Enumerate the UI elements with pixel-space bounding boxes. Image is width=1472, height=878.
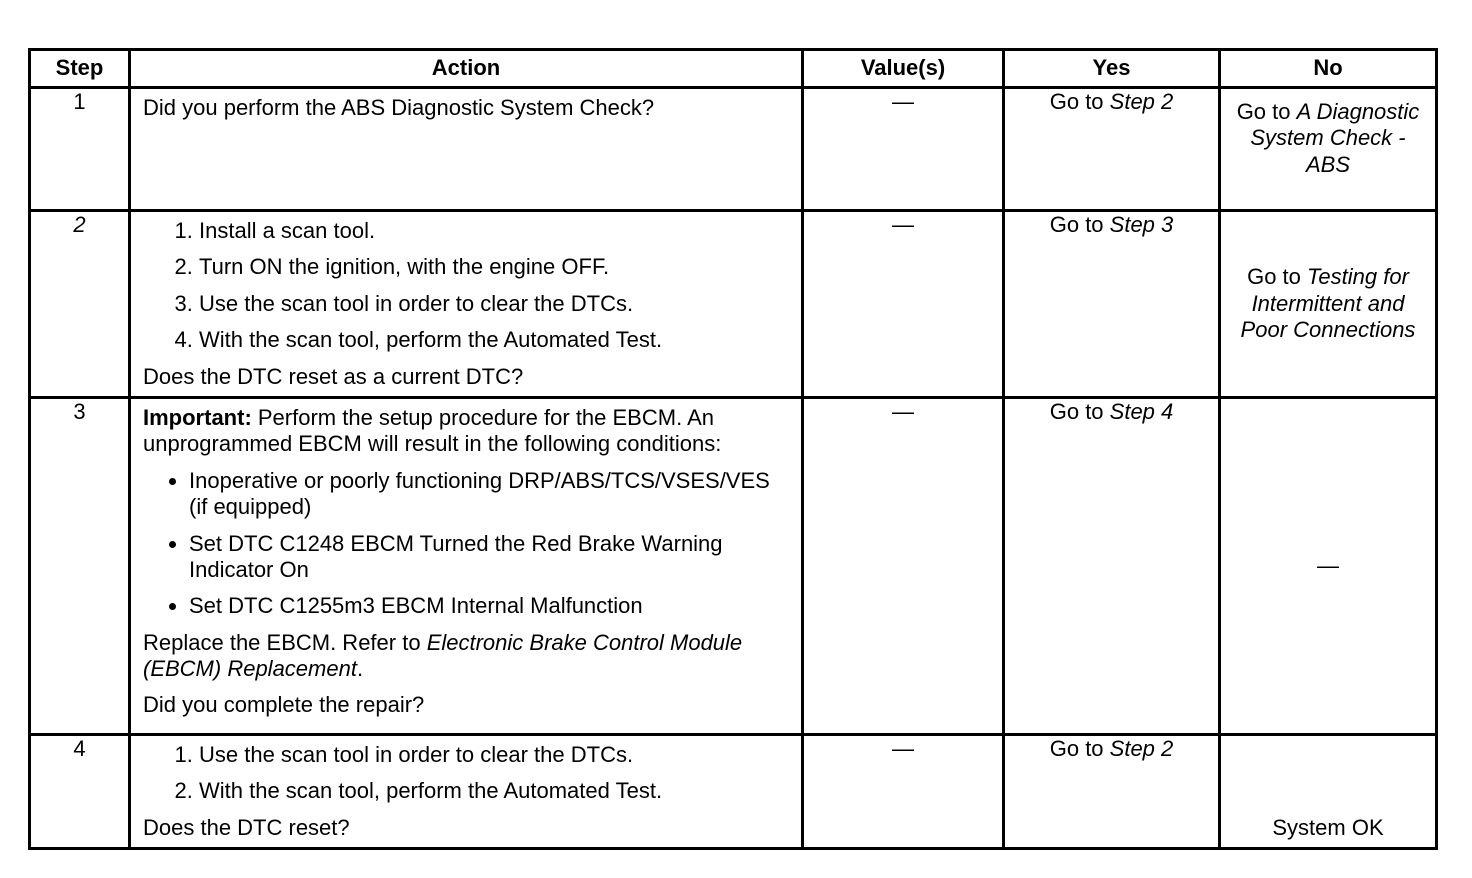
yes-link[interactable]: Step 2	[1109, 89, 1174, 114]
condition-item: • Set DTC C1255m3 EBCM Internal Malfunction	[189, 593, 791, 619]
diagnostic-table	[28, 48, 1438, 850]
yes-link[interactable]: Step 3	[1109, 212, 1174, 237]
yes-prefix: Go to	[1049, 212, 1110, 237]
yes-cell	[1004, 734, 1220, 848]
table-row	[30, 734, 1437, 848]
no-prefix: Go to	[1247, 264, 1307, 290]
no-prefix: Go to	[1236, 99, 1297, 124]
action-cell	[130, 88, 803, 211]
action-question: Does the DTC reset as a current DTC?	[143, 363, 524, 389]
action-cell	[130, 211, 803, 398]
action-cell	[130, 734, 803, 848]
value-cell: —	[803, 734, 1004, 848]
yes-prefix: Go to	[1049, 89, 1110, 114]
no-cell	[1220, 211, 1437, 398]
value-cell: —	[803, 88, 1004, 211]
value-cell: —	[803, 397, 1004, 734]
no-cell: System OK	[1220, 734, 1437, 848]
action-question: Did you perform the ABS Diagnostic System Check?	[143, 95, 655, 120]
important-label: Important:	[143, 404, 252, 430]
value-cell: —	[803, 211, 1004, 398]
procedure-step: 1. Use the scan tool in order to clear the DTCs.	[199, 742, 791, 768]
table-row	[30, 397, 1437, 734]
yes-link[interactable]: Step 4	[1109, 398, 1174, 424]
yes-link[interactable]: Step 2	[1109, 735, 1174, 761]
header-row	[30, 50, 1437, 88]
important-text: Perform the setup procedure for the EBCM. An unprogrammed EBCM will result in the following conditions:	[143, 404, 722, 457]
step-number: 2	[30, 211, 130, 398]
no-link[interactable]: A Diagnostic System Check - ABS	[1250, 99, 1420, 177]
replace-prefix: Replace the EBCM. Refer to	[143, 629, 427, 655]
action-question: Does the DTC reset?	[143, 814, 350, 840]
condition-item: • Inoperative or poorly functioning DRP/ABS/TCS/VSES/VES (if equipped)	[189, 468, 791, 521]
procedure-step: 1. Install a scan tool.	[199, 218, 791, 244]
table-row	[30, 88, 1437, 211]
action-question: Did you complete the repair?	[143, 692, 425, 718]
no-link[interactable]: Testing for Intermittent and Poor Connections	[1240, 264, 1416, 343]
replace-instruction	[143, 630, 791, 683]
yes-prefix: Go to	[1049, 735, 1110, 761]
header-values: Value(s)	[803, 50, 1004, 88]
conditions-list	[143, 468, 791, 620]
procedure-list	[143, 742, 791, 805]
no-cell	[1220, 88, 1437, 211]
procedure-step: 2. Turn ON the ignition, with the engine OFF.	[199, 254, 791, 280]
yes-cell	[1004, 88, 1220, 211]
action-cell	[130, 397, 803, 734]
step-number: 4	[30, 734, 130, 848]
procedure-step: 2. With the scan tool, perform the Automated Test.	[199, 778, 791, 804]
yes-prefix: Go to	[1049, 398, 1110, 424]
condition-item: • Set DTC C1248 EBCM Turned the Red Brake Warning Indicator On	[189, 531, 791, 584]
important-note	[143, 405, 791, 458]
header-no: No	[1220, 50, 1437, 88]
header-yes: Yes	[1004, 50, 1220, 88]
yes-cell	[1004, 397, 1220, 734]
table-row	[30, 211, 1437, 398]
no-cell: —	[1220, 397, 1437, 734]
step-number: 3	[30, 397, 130, 734]
step-number: 1	[30, 88, 130, 211]
header-action: Action	[130, 50, 803, 88]
procedure-step: 4. With the scan tool, perform the Automated Test.	[199, 327, 791, 353]
yes-cell	[1004, 211, 1220, 398]
procedure-step: 3. Use the scan tool in order to clear the DTCs.	[199, 291, 791, 317]
replace-suffix: .	[356, 656, 364, 682]
replace-link[interactable]: Electronic Brake Control Module (EBCM) Replacement	[143, 629, 743, 682]
procedure-list	[143, 218, 791, 354]
header-step: Step	[30, 50, 130, 88]
